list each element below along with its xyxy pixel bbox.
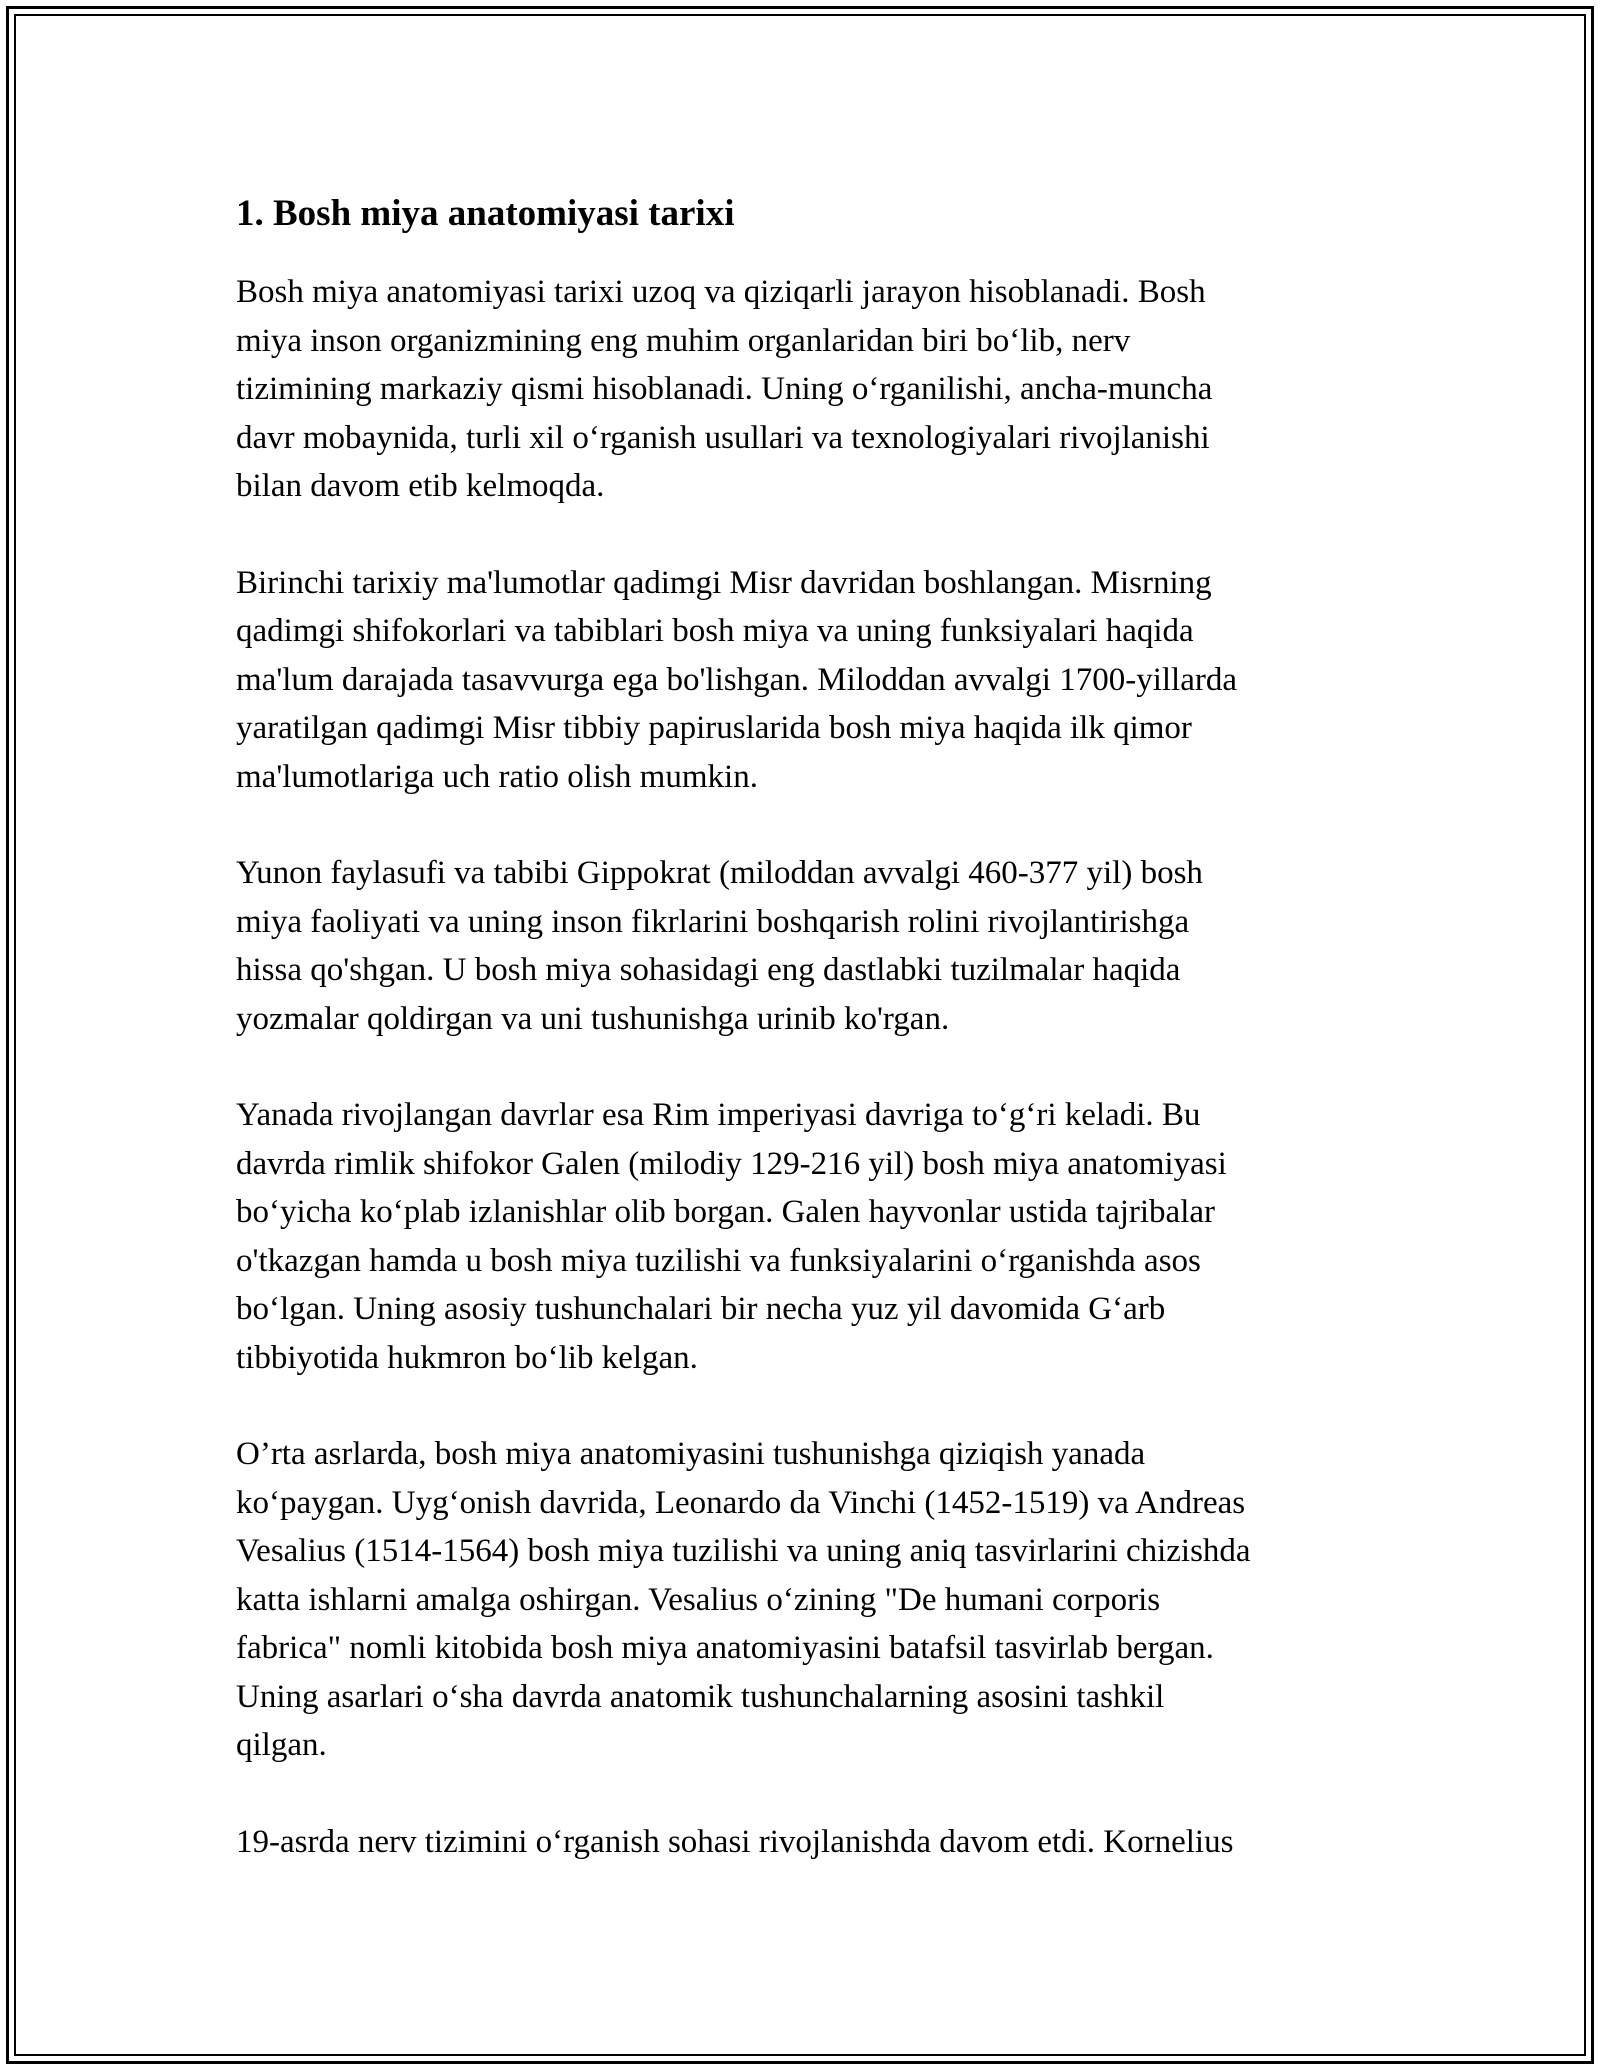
text-line: Yunon faylasufi va tabibi Gippokrat (miloddan avvalgi 460-377 yil) bosh	[236, 855, 1203, 891]
paragraph-6	[236, 1818, 1386, 1867]
paragraph-1	[236, 268, 1386, 511]
text-line: Bosh miya anatomiyasi tarixi uzoq va qiziqarli jarayon hisoblanadi. Bosh	[236, 274, 1206, 310]
text-line: qadimgi shifokorlari va tabiblari bosh miya va uning funksiyalari haqida	[236, 613, 1194, 649]
page-content	[236, 182, 1386, 1914]
text-line: boʻlgan. Uning asosiy tushunchalari bir necha yuz yil davomida Gʻarb	[236, 1291, 1166, 1327]
paragraph-3	[236, 849, 1386, 1043]
paragraph-4	[236, 1091, 1386, 1382]
text-line: tizimining markaziy qismi hisoblanadi. Uning oʻrganilishi, ancha-muncha	[236, 371, 1213, 407]
paragraph-2	[236, 559, 1386, 802]
text-line: ma'lum darajada tasavvurga ega bo'lishgan. Miloddan avvalgi 1700-yillarda	[236, 661, 1237, 698]
text-line: qilgan.	[236, 1727, 327, 1763]
text-line: miya inson organizmining eng muhim organlaridan biri boʻlib, nerv	[236, 322, 1131, 359]
text-line: ma'lumotlariga uch ratio olish mumkin.	[236, 758, 758, 795]
text-line: katta ishlarni amalga oshirgan. Vesalius oʻzining "De humani corporis	[236, 1581, 1161, 1618]
page-title: 1. Bosh miya anatomiyasi tarixi	[236, 193, 735, 234]
text-line: bilan davom etib kelmoqda.	[236, 468, 605, 504]
text-line: Vesalius (1514-1564) bosh miya tuzilishi va uning aniq tasvirlarini chizishda	[236, 1533, 1251, 1569]
text-line: yaratilgan qadimgi Misr tibbiy papiruslarida bosh miya haqida ilk qimor	[236, 710, 1192, 746]
text-line: boʻyicha koʻplab izlanishlar olib borgan. Galen hayvonlar ustida tajribalar	[236, 1194, 1215, 1230]
text-line: davr mobaynida, turli xil oʻrganish usullari va texnologiyalari rivojlanishi	[236, 419, 1210, 456]
text-line: 19-asrda nerv tizimini oʻrganish sohasi rivojlanishda davom etdi. Kornelius	[236, 1823, 1234, 1860]
text-line: fabrica" nomli kitobida bosh miya anatomiyasini batafsil tasvirlab bergan.	[236, 1630, 1214, 1666]
text-line: yozmalar qoldirgan va uni tushunishga urinib ko'rgan.	[236, 1000, 950, 1037]
text-line: miya faoliyati va uning inson fikrlarini boshqarish rolini rivojlantirishga	[236, 903, 1190, 940]
text-line: tibbiyotida hukmron boʻlib kelgan.	[236, 1339, 698, 1376]
text-line: Yanada rivojlangan davrlar esa Rim imperiyasi davriga toʻgʻri keladi. Bu	[236, 1097, 1201, 1133]
paragraph-5	[236, 1430, 1386, 1770]
text-line: koʻpaygan. Uygʻonish davrida, Leonardo da Vinchi (1452-1519) va Andreas	[236, 1484, 1246, 1521]
text-line: o'tkazgan hamda u bosh miya tuzilishi va funksiyalarini oʻrganishda asos	[236, 1242, 1201, 1279]
text-line: Uning asarlari oʻsha davrda anatomik tushunchalarning asosini tashkil	[236, 1678, 1165, 1715]
text-line: Birinchi tarixiy ma'lumotlar qadimgi Misr davridan boshlangan. Misrning	[236, 564, 1212, 601]
text-line: davrda rimlik shifokor Galen (milodiy 129-216 yil) bosh miya anatomiyasi	[236, 1145, 1227, 1182]
text-line: O’rta asrlarda, bosh miya anatomiyasini tushunishga qiziqish yanada	[236, 1436, 1146, 1472]
text-line: hissa qo'shgan. U bosh miya sohasidagi eng dastlabki tuzilmalar haqida	[236, 952, 1181, 988]
